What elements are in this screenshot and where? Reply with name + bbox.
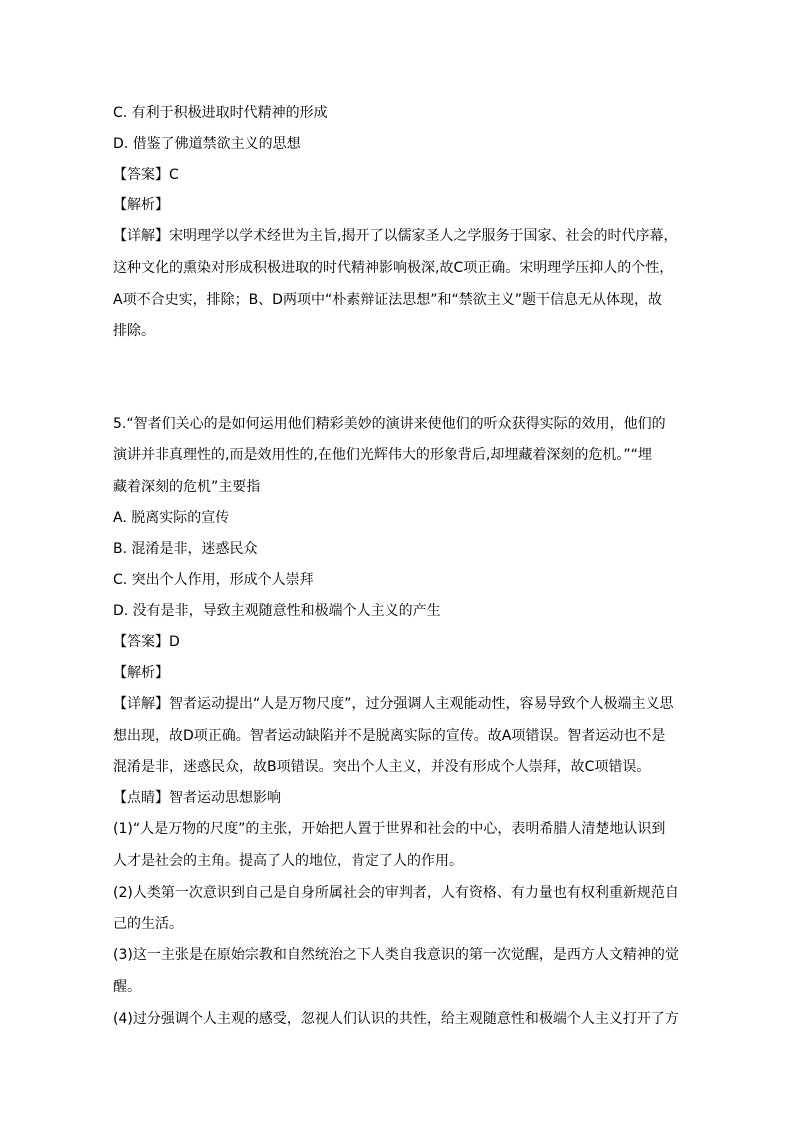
q5-option-b: B. 混淆是非，迷惑民众: [113, 541, 258, 557]
q4-detail-line: A项不合史实，排除；B、D两项中“朴素辩证法思想”和“禁欲主义”题干信息无从体现，故: [113, 292, 662, 308]
q4-analysis-label: 【解析】: [113, 197, 169, 213]
q4-detail-line: 这种文化的熏染对形成积极进取的时代精神影响极深,故C项正确。宋明理学压抑人的个性，: [113, 260, 674, 276]
q4-option-c: C. 有利于积极进取时代精神的形成: [113, 105, 328, 121]
q5-point-line: (2)人类第一次意识到自己是自身所属社会的审判者，人有资格、有力量也有权利重新规范自: [113, 885, 679, 901]
q5-detail-line: 混淆是非，迷惑民众，故B项错误。突出个人主义，并没有形成个人崇拜，故C项错误。: [113, 759, 651, 775]
q5-detail-line: 【详解】智者运动提出“人是万物尺度”，过分强调人主观能动性，容易导致个人极端主义思: [113, 696, 674, 712]
q5-analysis-label: 【解析】: [113, 665, 169, 681]
q5-stem-line: 5.“智者们关心的是如何运用他们精彩美妙的演讲来使他们的听众获得实际的效用，他们的: [113, 416, 666, 432]
q5-point-label: 【点睛】智者运动思想影响: [113, 790, 281, 806]
q5-point-line: (4)过分强调个人主观的感受，忽视人们认识的共性，给主观随意性和极端个人主义打开了方: [113, 1011, 679, 1027]
q5-point-line: 醒。: [113, 979, 141, 995]
q5-point-line: (3)这一主张是在原始宗教和自然统治之下人类自我意识的第一次觉醒，是西方人文精神的觉: [113, 947, 679, 963]
q4-detail-line: 【详解】宋明理学以学术经世为主旨,揭开了以儒家圣人之学服务于国家、社会的时代序幕，: [113, 228, 678, 244]
q5-option-d: D. 没有是非，导致主观随意性和极端个人主义的产生: [113, 603, 441, 619]
q5-point-line: 人才是社会的主角。提高了人的地位，肯定了人的作用。: [113, 853, 463, 869]
q4-answer: 【答案】C: [113, 167, 179, 183]
q5-stem-line: 演讲并非真理性的,而是效用性的,在他们光辉伟大的形象背后,却埋藏着深刻的危机。”“埋: [113, 447, 652, 463]
q5-detail-line: 想出现，故D项正确。智者运动缺陷并不是脱离实际的宣传。故A项错误。智者运动也不是: [113, 728, 666, 744]
q5-point-line: 己的生活。: [113, 916, 183, 932]
q5-option-a: A. 脱离实际的宣传: [113, 510, 230, 526]
q5-stem-line: 藏着深刻的危机”主要指: [113, 479, 261, 495]
q5-point-line: (1)“人是万物的尺度”的主张，开始把人置于世界和社会的中心，表明希腊人清楚地认识到: [113, 821, 666, 837]
q5-option-c: C. 突出个人作用，形成个人崇拜: [113, 572, 314, 588]
q5-answer: 【答案】D: [113, 634, 180, 650]
q4-option-d: D. 借鉴了佛道禁欲主义的思想: [113, 136, 301, 152]
q4-detail-line: 排除。: [113, 323, 155, 339]
